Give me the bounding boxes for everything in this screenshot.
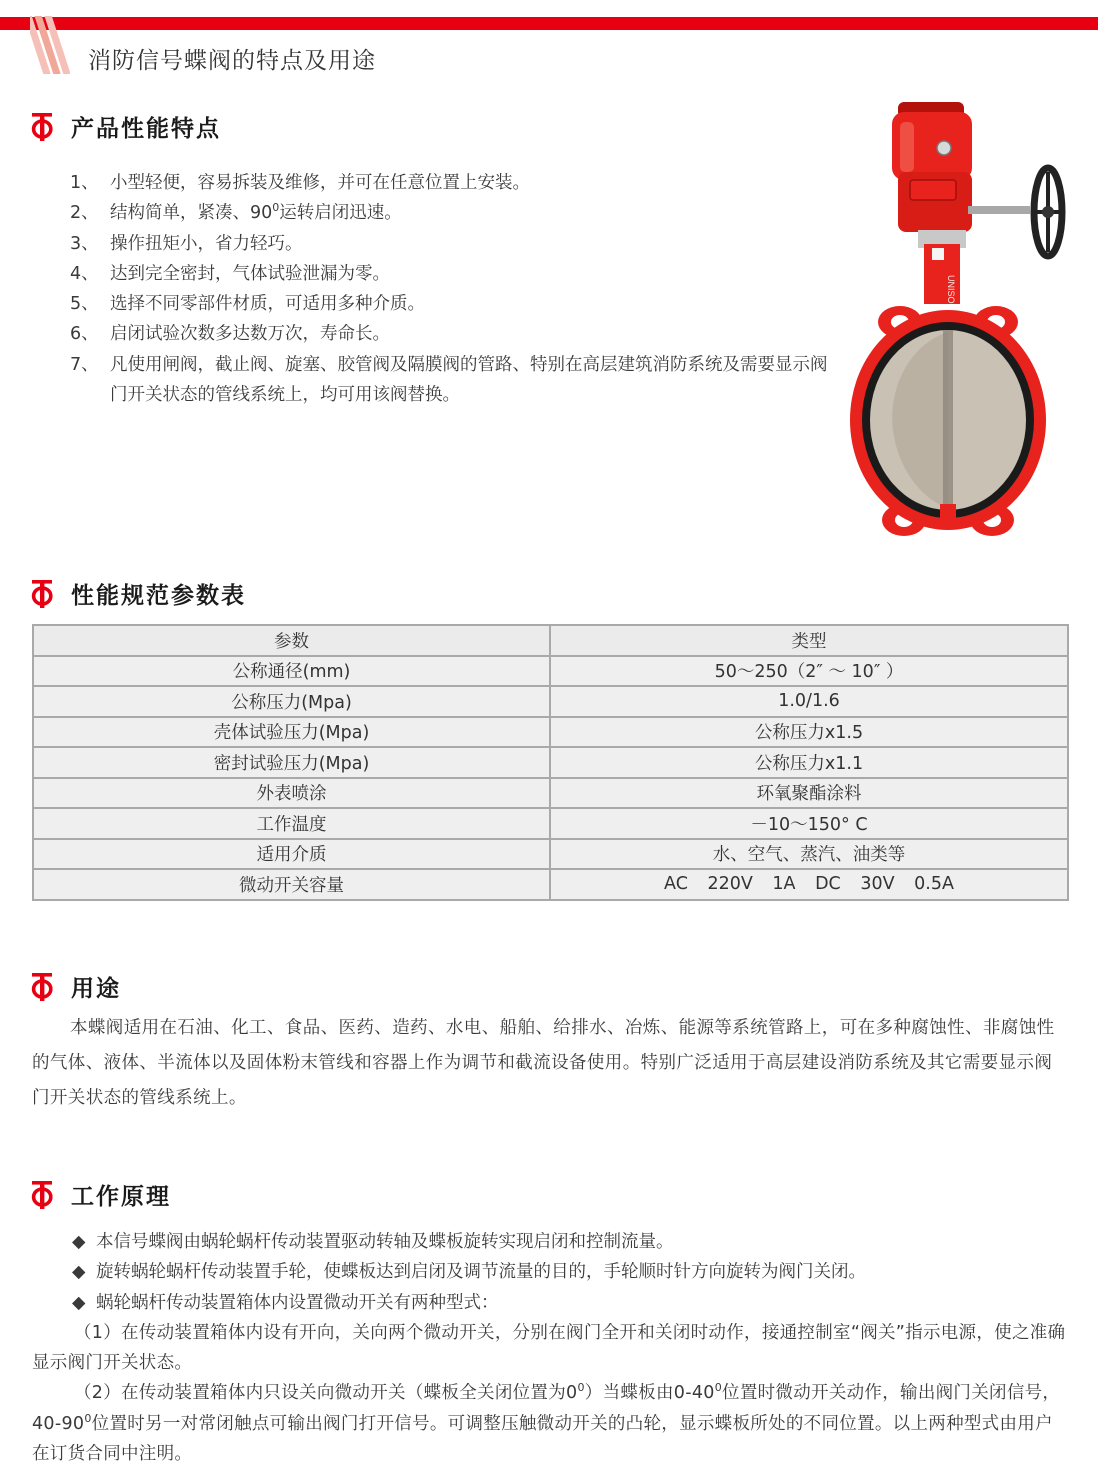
spec-title: 性能规范参数表 bbox=[71, 583, 246, 609]
bullet-item: ◆ 蜗轮蜗杆传动装置箱体内设置微动开关有两种型式： bbox=[32, 1288, 1068, 1318]
table-cell: 水、空气、蒸汽、油类等 bbox=[550, 839, 1068, 870]
table-cell: 公称通径(mm) bbox=[33, 656, 550, 687]
table-cell: 工作温度 bbox=[33, 808, 550, 839]
usage-paragraph: 本蝶阀适用在石油、化工、食品、医药、造药、水电、船舶、给排水、冶炼、能源等系统管路上，可在多种腐蚀性、非腐蚀性的气体、液体、半流体以及固体粉末管线和容器上作为调节和截流设备使用。特别广泛适用于高层建设消防系统及其它需要显示阀门开关状态的管线系统上。 bbox=[32, 1018, 1055, 1108]
spec-section-header bbox=[30, 577, 246, 610]
bullet-item: ◆ 本信号蝶阀由蜗轮蜗杆传动装置驱动转轴及蝶板旋转实现启闭和控制流量。 bbox=[32, 1227, 1068, 1257]
feature-item: 4、 达到完全密封，气体试验泄漏为零。 bbox=[70, 263, 390, 284]
spec-table bbox=[32, 624, 1069, 901]
table-cell: 公称压力x1.1 bbox=[550, 747, 1068, 778]
features-section-header bbox=[30, 110, 221, 143]
feature-item: 6、 启闭试验次数多达数万次，寿命长。 bbox=[70, 324, 390, 345]
brand-phi-icon bbox=[30, 1180, 54, 1210]
table-cell: 微动开关容量 bbox=[33, 869, 550, 900]
feature-item: 2、 结构简单，紧凑、$90^0$运转启闭迅速。 bbox=[70, 201, 402, 224]
table-cell: 适用介质 bbox=[33, 839, 550, 870]
feature-list bbox=[70, 168, 840, 410]
table-cell: 50～250（2″ ～ 10″ ） bbox=[550, 656, 1068, 687]
butterfly-valve-image bbox=[848, 100, 1068, 550]
feature-item: 3、 操作扭矩小，省力轻巧。 bbox=[70, 233, 303, 254]
table-row bbox=[33, 839, 1068, 870]
diamond-bullet-icon: ◆ bbox=[72, 1292, 86, 1313]
feature-item: 7、 凡使用闸阀，截止阀、旋塞、胶管阀及隔膜阀的管路、特别在高层建筑消防系统及需要显示阀门开关状态的管线系统上，均可用该阀替换。 bbox=[70, 354, 828, 406]
table-cell: 公称压力x1.5 bbox=[550, 717, 1068, 748]
features-title: 产品性能特点 bbox=[71, 116, 221, 142]
table-cell: 公称压力(Mpa) bbox=[33, 686, 550, 717]
usage-section-header bbox=[30, 970, 121, 1003]
bullet-item: ◆ 旋转蜗轮蜗杆传动装置手轮，使蝶板达到启闭及调节流量的目的，手轮顺时针方向旋转为阀门关闭。 bbox=[32, 1257, 1068, 1287]
table-row bbox=[33, 686, 1068, 717]
table-row bbox=[33, 717, 1068, 748]
feature-item: 5、 选择不同零部件材质，可适用多种介质。 bbox=[70, 294, 425, 315]
table-row bbox=[33, 869, 1068, 900]
table-cell: 外表喷涂 bbox=[33, 778, 550, 809]
table-cell: 1.0/1.6 bbox=[550, 686, 1068, 717]
usage-title: 用途 bbox=[71, 976, 121, 1002]
table-row bbox=[33, 656, 1068, 687]
page-title: 消防信号蝶阀的特点及用途 bbox=[88, 48, 376, 74]
table-header-cell: 类型 bbox=[550, 625, 1068, 656]
table-cell: 密封试验压力(Mpa) bbox=[33, 747, 550, 778]
brand-phi-icon bbox=[30, 112, 54, 142]
principle-paragraph-1: （1）在传动装置箱体内设有开向，关向两个微动开关，分别在阀门全开和关闭时动作，接通控制室“阀关”指示电源，使之准确显示阀门开关状态。 bbox=[32, 1322, 1066, 1374]
header-stripes-decoration bbox=[30, 16, 70, 74]
diamond-bullet-icon: ◆ bbox=[72, 1232, 86, 1252]
principle-section-header bbox=[30, 1178, 171, 1211]
top-red-bar bbox=[0, 17, 1098, 30]
feature-item: 1、 小型轻便，容易拆装及维修，并可在任意位置上安装。 bbox=[70, 173, 530, 193]
table-cell: 环氧聚酯涂料 bbox=[550, 778, 1068, 809]
table-header-cell: 参数 bbox=[33, 625, 550, 656]
table-row bbox=[33, 778, 1068, 809]
brand-phi-icon bbox=[30, 972, 54, 1002]
svg-text:UNISO: UNISO bbox=[946, 275, 956, 304]
principle-paragraph-2: （2）在传动装置箱体内只设关向微动开关（蝶板全关闭位置为$0^0$）当蝶板由$0-40^0$位置时微动开关动作，输出阀门关闭信号，$40-90^0$位置时另一对常闭触点可输出阀门打开信号。可调整压触微动开关的凸轮，显示蝶板所处的不同位置。以上两种型式由用户在订货合同中注明。 bbox=[32, 1381, 1061, 1465]
table-header-row bbox=[33, 625, 1068, 656]
table-cell: 壳体试验压力(Mpa) bbox=[33, 717, 550, 748]
table-cell: －10～150° C bbox=[550, 808, 1068, 839]
table-row bbox=[33, 808, 1068, 839]
table-row bbox=[33, 747, 1068, 778]
principle-title: 工作原理 bbox=[71, 1184, 171, 1210]
brand-phi-icon bbox=[30, 579, 54, 609]
diamond-bullet-icon: ◆ bbox=[72, 1262, 86, 1283]
principle-content bbox=[32, 1227, 1068, 1469]
table-cell: AC 220V 1A DC 30V 0.5A bbox=[550, 869, 1068, 900]
